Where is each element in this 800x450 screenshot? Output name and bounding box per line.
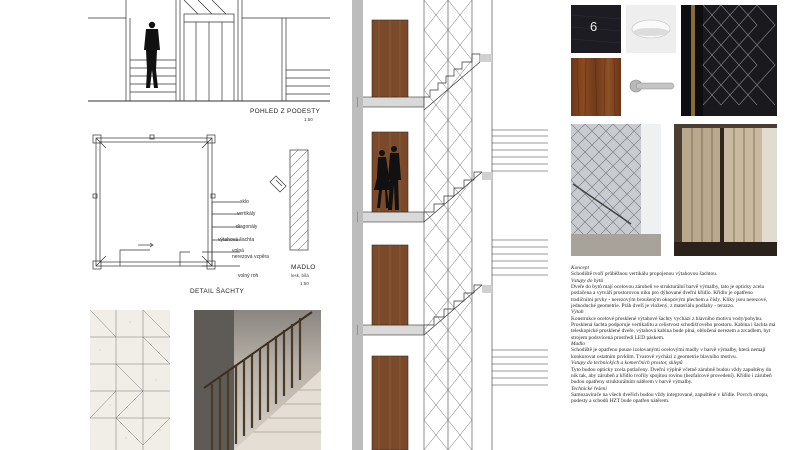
view-title: POHLED Z PODESTY [250, 108, 321, 115]
body-elevator: Konstrukce ocelové prosklené výtahové šachty vychází z hlavního motivu vody/pohybu. Prosklená šachta podporuje vertikalitu a celistvost schodišťového prostoru. Kabina i šachta má teleskopické prosklené dveře, výtahová kabina bude plná, obložená nerezem a zrcadlem, byt strojem podsvícená prostředí LED páskem. [571, 315, 776, 341]
door-number-text: 6 [590, 19, 598, 34]
handrail-detail [262, 148, 324, 252]
view-scale: 1:50 [304, 117, 313, 122]
wood-veneer-sample [571, 58, 621, 116]
shaft-title: DETAIL ŠACHTY [190, 288, 245, 295]
glass-shaft-stair-photo [571, 124, 661, 256]
body-flat-entrances: Dveře do bytů mají ocelovou zárubeň ve strukturální barvě výmalby, tato je opticky zcela potlačena a vytváří prostorovou niku pro dýhované dveřní křídlo. Křídlo je opatřeno tradičními prvky - nerezovým broušeným okopovým plechem a čísly. Kliky jsou nerezové, jednoduché geometrie. Práh dveří je vložený, z materiálu podlahy - terazzo. [571, 284, 768, 310]
shaft-label-corner: volný roh [238, 273, 259, 279]
shaft-label-shaft: výtahová šachta [218, 237, 255, 243]
heading-technical-solution: Technické řešení [571, 385, 607, 392]
shaft-label-diagonals: diagonály [236, 224, 258, 230]
handrail-title: MADLO [291, 264, 316, 271]
heading-handrail: Madlo [571, 341, 586, 348]
heading-flat-entrances: Vstupy do bytů [571, 277, 604, 284]
body-concept: Schodiště tvoří průběžnou vertikálu propojenou výtahovou šachtou. [571, 271, 718, 278]
body-technical-solution: Samozavírače na všech dveřích budou vždy integrované, zapuštěné v křídle. Povrch stropu, podesty a schodů HZT bude opatřen nátěrem. [571, 391, 769, 405]
shaft-label-verticals: vertikály [237, 211, 256, 217]
shaft-label-strut: volná nerezová vzpěra [232, 248, 269, 260]
heading-elevator: Výtah [571, 309, 584, 316]
heading-technical-entrances: Vstupy do technických a komerčních prostor, sklepů [571, 360, 683, 367]
description-text [571, 265, 776, 405]
body-handrail: Schodiště je opatřeno pouze izolovanými ocelovými madly v barvě výmalby, která nemají konkurovat ostatním prvkům. Tvarově vychází z geometrie hlavního motivu. [571, 347, 766, 360]
body-technical-entrances: Tyto budou opticky zcela potlačeny. Dveřní výplně včetně zárubně budou vždy zapuštěny do nik tak, aby zárubeň a křídlo tvořily spojitou rovinu (bezfalcové provedení). Křídlo i zárubeň budou opatřeny strukturálním nátěrem v barvě výmalby. [571, 366, 772, 386]
stairwell-section-drawing [352, 0, 548, 450]
handrail-scale: 1:50 [300, 281, 309, 286]
shaft-detail-plan [90, 132, 240, 272]
door-handle-photo [626, 58, 676, 116]
door-number-tile [571, 5, 621, 53]
shaft-label-glass: sklo [240, 199, 249, 205]
handrail-subtitle: lesk, bílá [291, 273, 309, 278]
landing-elevation-drawing [88, 0, 330, 102]
elevator-doors-photo [674, 124, 777, 256]
ceiling-light-photo [626, 5, 676, 53]
terrazzo-floor-pattern [90, 310, 170, 450]
heading-concept: Koncept [571, 265, 589, 271]
stair-handrail-photo [194, 310, 321, 450]
elevator-glass-pattern-photo [681, 5, 777, 116]
